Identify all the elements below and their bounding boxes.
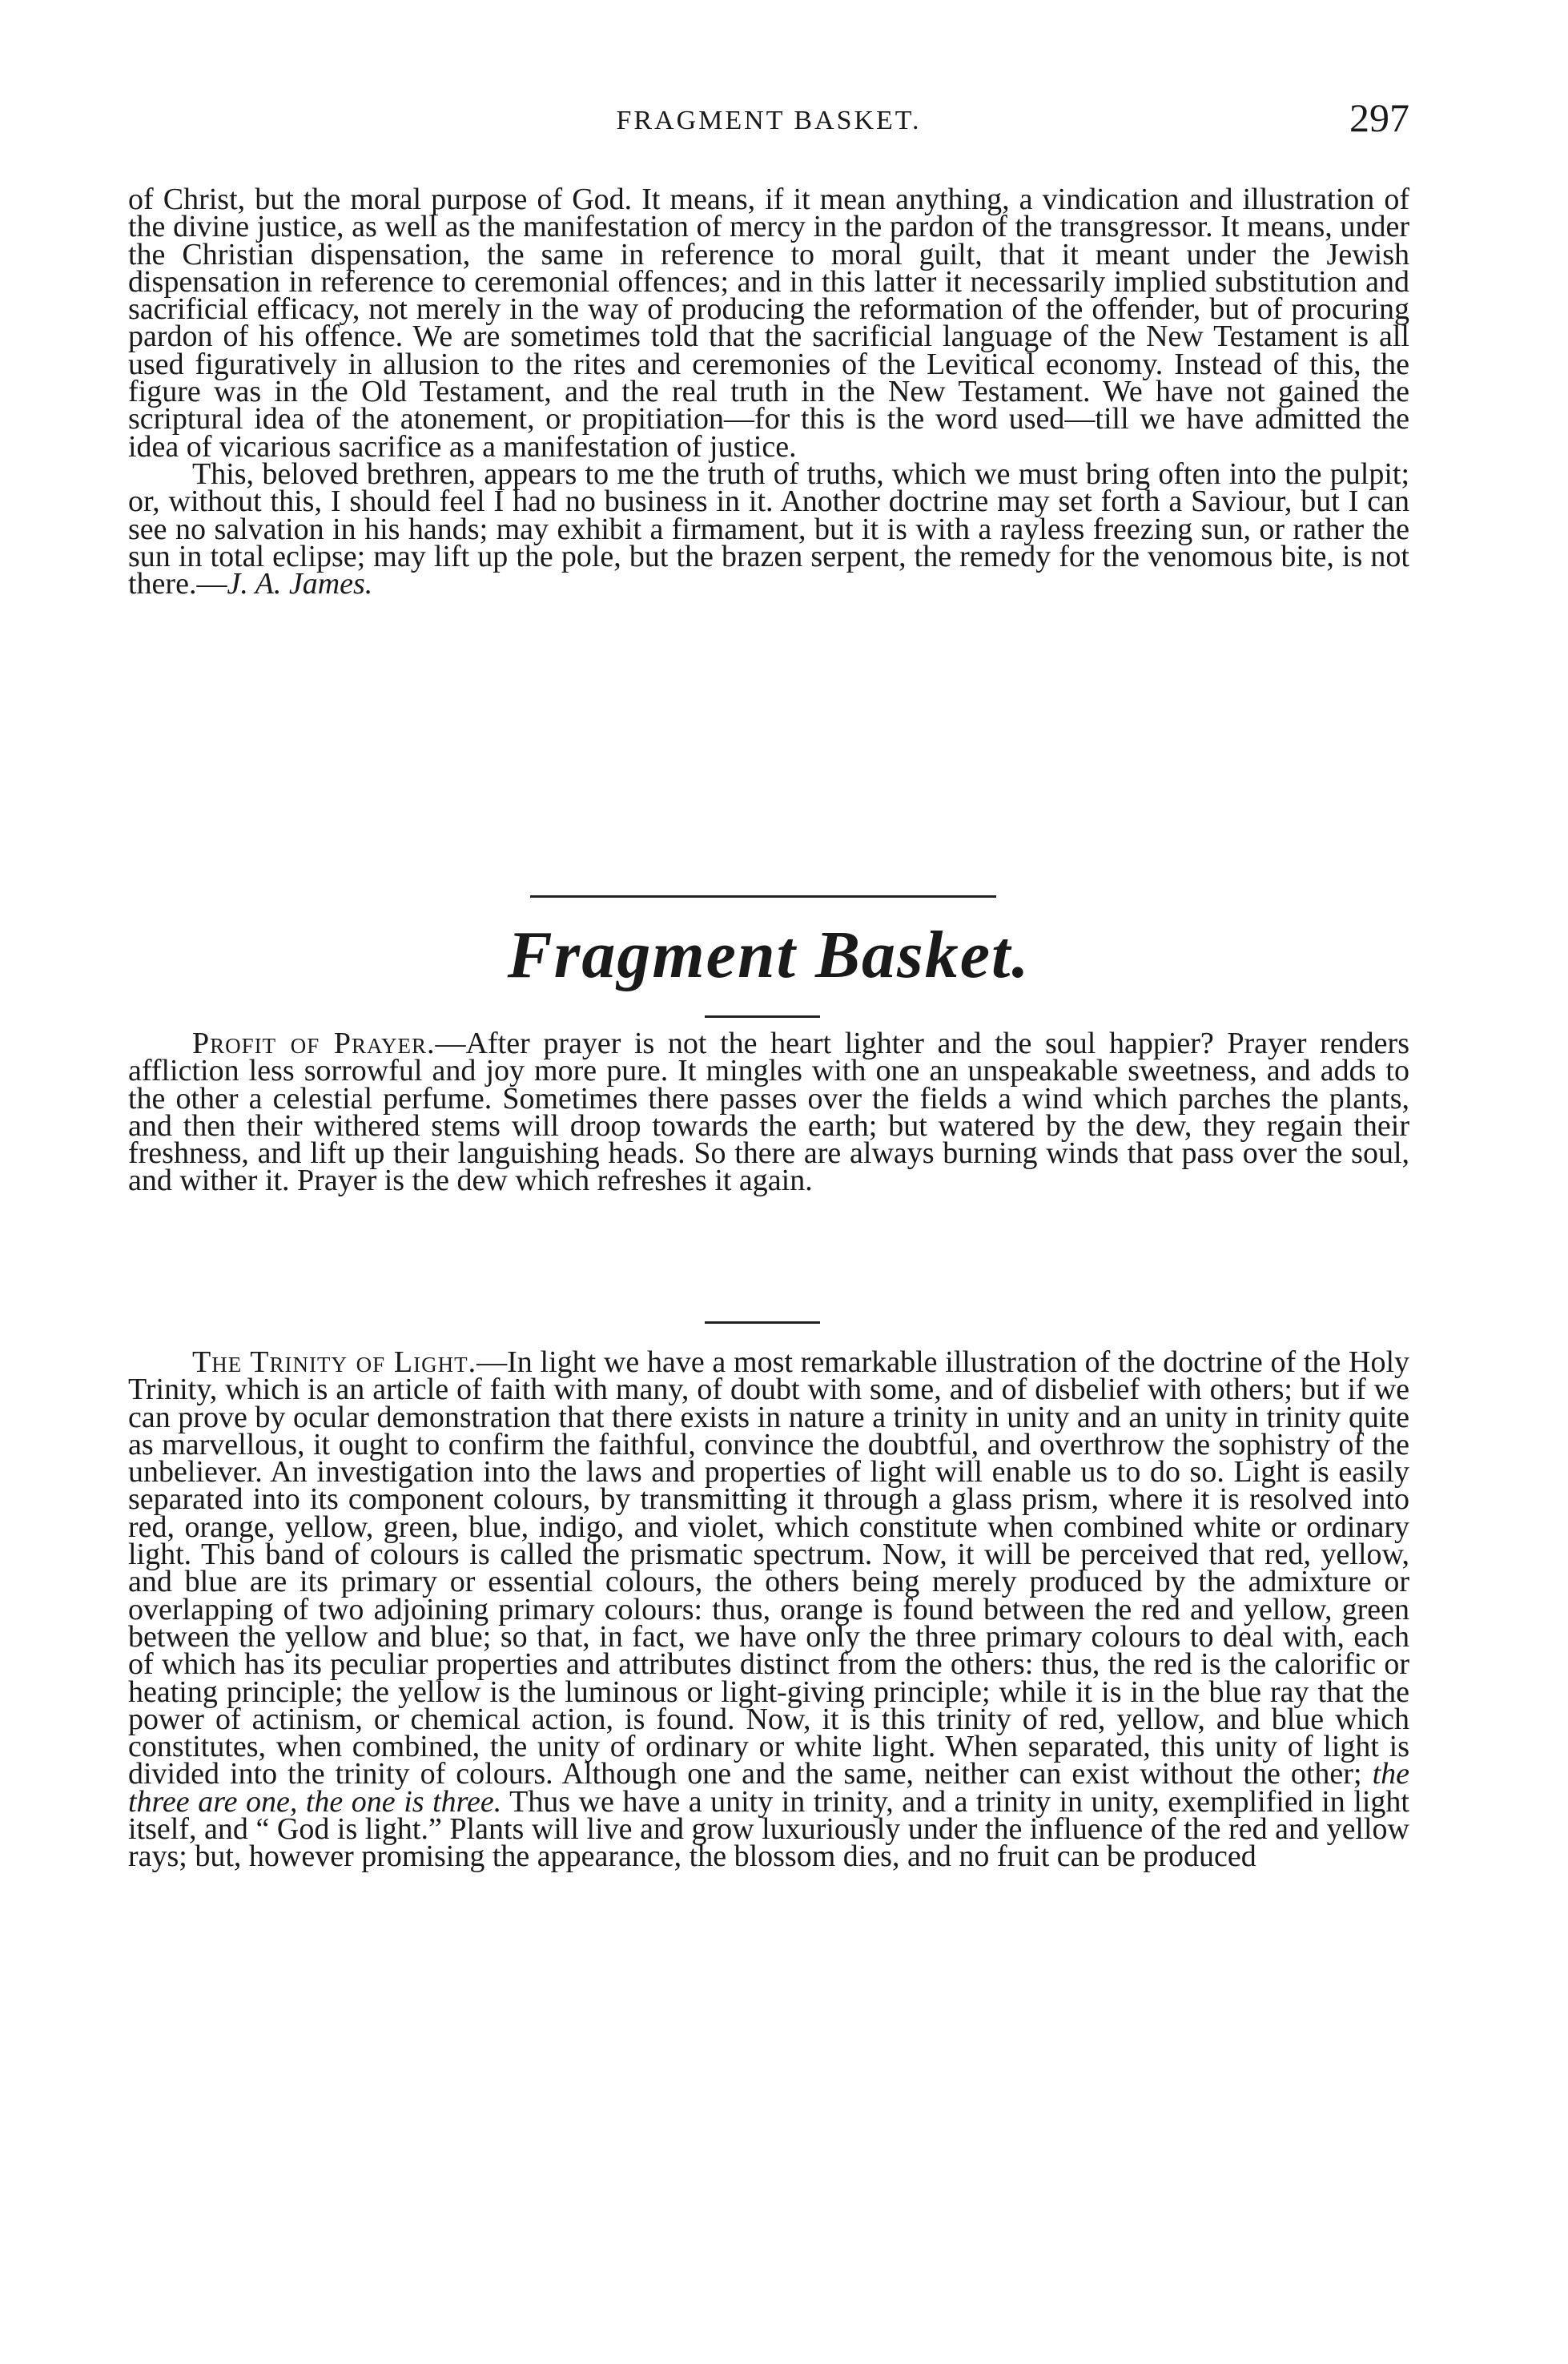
item-body-italic: the three are one, the one is three.	[128, 1757, 1409, 1819]
section-title: Fragment Basket.	[507, 918, 1031, 992]
item-body-continued: Thus we have a unity in trinity, and a trinity in unity, exemplified in light itself, and “ God is light.” Plants will live and grow luxuriously under the influence of the red and yellow rays; but, however promising the appearance, the blossom dies, and no fruit can be produced	[128, 1784, 1409, 1874]
item-body: —In light we have a most remarkable illustration of the doctrine of the Holy Trinity, which is an article of faith with many, of doubt with some, and of disbelief with others; but if we can prove by ocular demonstration that there exists in nature a trinity in unity and an unity in trinity quite as marvellous, it ought to confirm the faithful, convince the doubtful, and overthrow the sophistry of the unbeliever. An investigation into the laws and properties of light will enable us to do so. Light is easily separated into its component colours, by transmitting it through a glass prism, where it is resolved into red, orange, yellow, green, blue, indigo, and violet, which constitute when combined white or ordinary light. This band of colours is called the prismatic spectrum. Now, it will be perceived that red, yellow, and blue are its primary or essential colours, the others being merely produced by the admixture or overlapping of two adjoining primary colours: thus, orange is found between the red and yellow, green between the yellow and blue; so that, in fact, we have only the three primary colours to deal with, each of which has its peculiar properties and attributes distinct from the others: thus, the red is the calorific or heating principle; the yellow is the luminous or light-giving principle; while it is in the blue ray that the power of actinism, or chemical action, is found. Now, it is this trinity of red, yellow, and blue which constitutes, when combined, the unity of ordinary or white light. When separated, this unity of light is divided into the trinity of colours. Although one and the same, neither can exist without the other;	[128, 1345, 1409, 1791]
fragment-item	[128, 1027, 1409, 1198]
paragraph-text: This, beloved brethren, appears to me the truth of truths, which we must bring often into the pulpit; or, without this, I should feel I had no business in it. Another doctrine may set forth a Saviour, but I can see no salvation in his hands; may exhibit a firmament, but it is with a rayless freezing sun, or rather the sun in total eclipse; may lift up the pole, but the brazen serpent, the remedy for the venomous bite, is not there.—	[128, 456, 1409, 601]
running-head	[128, 94, 1409, 151]
item-heading: The Trinity of Light.	[192, 1345, 477, 1379]
running-title: FRAGMENT BASKET.	[616, 106, 922, 135]
fragment-item	[128, 1345, 1409, 1874]
author-attribution: J. A. James.	[227, 567, 373, 601]
paragraph	[128, 456, 1409, 601]
item-divider	[705, 1321, 820, 1324]
page-number: 297	[1349, 95, 1409, 140]
item-heading: Profit of Prayer.	[192, 1027, 436, 1060]
item-body: —After prayer is not the heart lighter and the soul happier? Prayer renders affliction less sorrowful and joy more pure. It mingles with one an unspeakable sweetness, and adds to the other a celestial perfume. Sometimes there passes over the fields a wind which parches the plants, and then their withered stems will droop towards the earth; but watered by the dew, they regain their freshness, and lift up their languishing heads. So there are always burning winds that pass over the soul, and wither it. Prayer is the dew which refreshes it again.	[128, 1027, 1409, 1198]
paragraph	[128, 1345, 1409, 1874]
continued-text	[128, 183, 1409, 601]
section-divider	[530, 895, 996, 898]
paragraph: of Christ, but the moral purpose of God. It means, if it mean anything, a vindication and illustration of the divine justice, as well as the manifestation of mercy in the pardon of the transgressor. It means, under the Christian dispensation, the same in reference to moral guilt, that it meant under the Jewish dispensation in reference to ceremonial offences; and in this latter it necessarily implied substitution and sacrificial efficacy, not merely in the way of producing the reformation of the offender, but of procuring pardon of his offence. We are sometimes told that the sacrificial language of the New Testament is all used figuratively in allusion to the rites and ceremonies of the Levitical economy. Instead of this, the figure was in the Old Testament, and the real truth in the New Testament. We have not gained the scriptural idea of the atonement, or propitiation—for this is the word used—till we have admitted the idea of vicarious sacrifice as a manifestation of justice.	[128, 183, 1409, 464]
title-underline	[705, 1015, 820, 1018]
paragraph	[128, 1027, 1409, 1198]
